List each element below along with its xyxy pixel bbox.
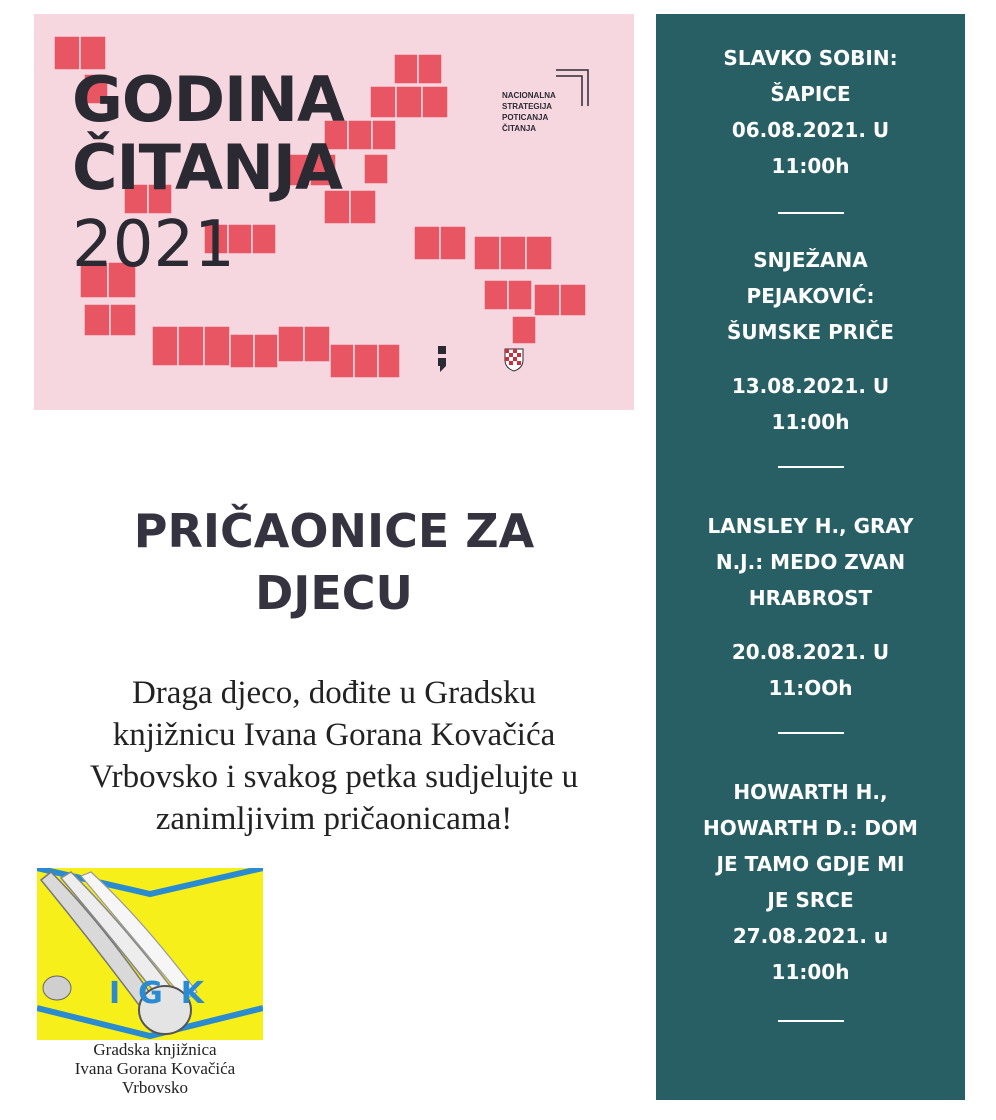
banner-title-line1: GODINA [72,63,345,136]
event-title: HOWARTH H., [733,780,888,804]
library-name-line: Ivana Gorana Kovačića [74,1059,236,1078]
event-time: 11:00h [771,410,850,434]
event-date: 06.08.2021. U [731,118,890,142]
schedule-event [656,242,965,468]
strategy-corner-icon [554,68,590,108]
event-separator [778,1020,844,1022]
croatian-coat-of-arms-icon [504,346,524,372]
banner-year: 2021 [72,208,235,282]
page-title [34,500,634,624]
event-time: 11:OOh [768,676,853,700]
intro-line: knjižnicu Ivana Gorana Kovačića [112,717,556,753]
schedule-event [656,40,965,214]
intro-text [34,672,634,840]
event-title: PEJAKOVIĆ: [746,284,875,308]
library-logo-graphic [37,868,263,1040]
library-name [20,1040,290,1097]
event-title: JE TAMO GDJE MI [716,852,905,876]
strategy-line: ČITANJA [502,124,537,133]
page-title-line1: PRIČAONICE ZA [133,504,535,558]
event-title: SNJEŽANA [753,248,868,272]
banner-title [72,63,345,204]
strategy-line: POTICANJA [502,113,549,122]
schedule-event [656,508,965,734]
intro-line: Vrbovsko i svakog petka sudjelujte u [89,759,579,795]
strategy-line: STRATEGIJA [502,102,553,111]
godina-citanja-banner [34,14,634,410]
schedule-panel [656,14,965,1100]
library-name-line: Vrbovsko [121,1078,189,1097]
event-separator [778,212,844,214]
logo-letters: IGK [109,976,223,1011]
library-name-line: Gradska knjižnica [93,1040,217,1059]
event-title: N.J.: MEDO ZVAN [715,550,906,574]
event-time: 11:00h [771,154,850,178]
library-logo [37,868,263,1040]
strategy-text [502,90,556,134]
event-title: ŠAPICE [770,82,851,106]
event-title: HRABROST [748,586,873,610]
event-date: 27.08.2021. u [732,924,889,948]
event-title: JE SRCE [767,888,854,912]
semicolon-logo-icon [434,344,450,374]
event-separator [778,732,844,734]
intro-line: Draga djeco, dođite u Gradsku [131,675,537,711]
event-date: 20.08.2021. U [731,640,890,664]
intro-line: zanimljivim pričaonicama! [155,801,513,837]
schedule-event [656,774,965,1022]
event-time: 11:00h [771,960,850,984]
event-title: ŠUMSKE PRIČE [727,320,894,344]
event-separator [778,466,844,468]
event-title: SLAVKO SOBIN: [723,46,898,70]
page-title-line2: DJECU [255,566,413,620]
event-title: HOWARTH D.: DOM [703,816,918,840]
banner-title-line2: ČITANJA [72,131,342,204]
event-date: 13.08.2021. U [731,374,890,398]
event-title: LANSLEY H., GRAY [707,514,914,538]
strategy-line: NACIONALNA [502,91,556,100]
